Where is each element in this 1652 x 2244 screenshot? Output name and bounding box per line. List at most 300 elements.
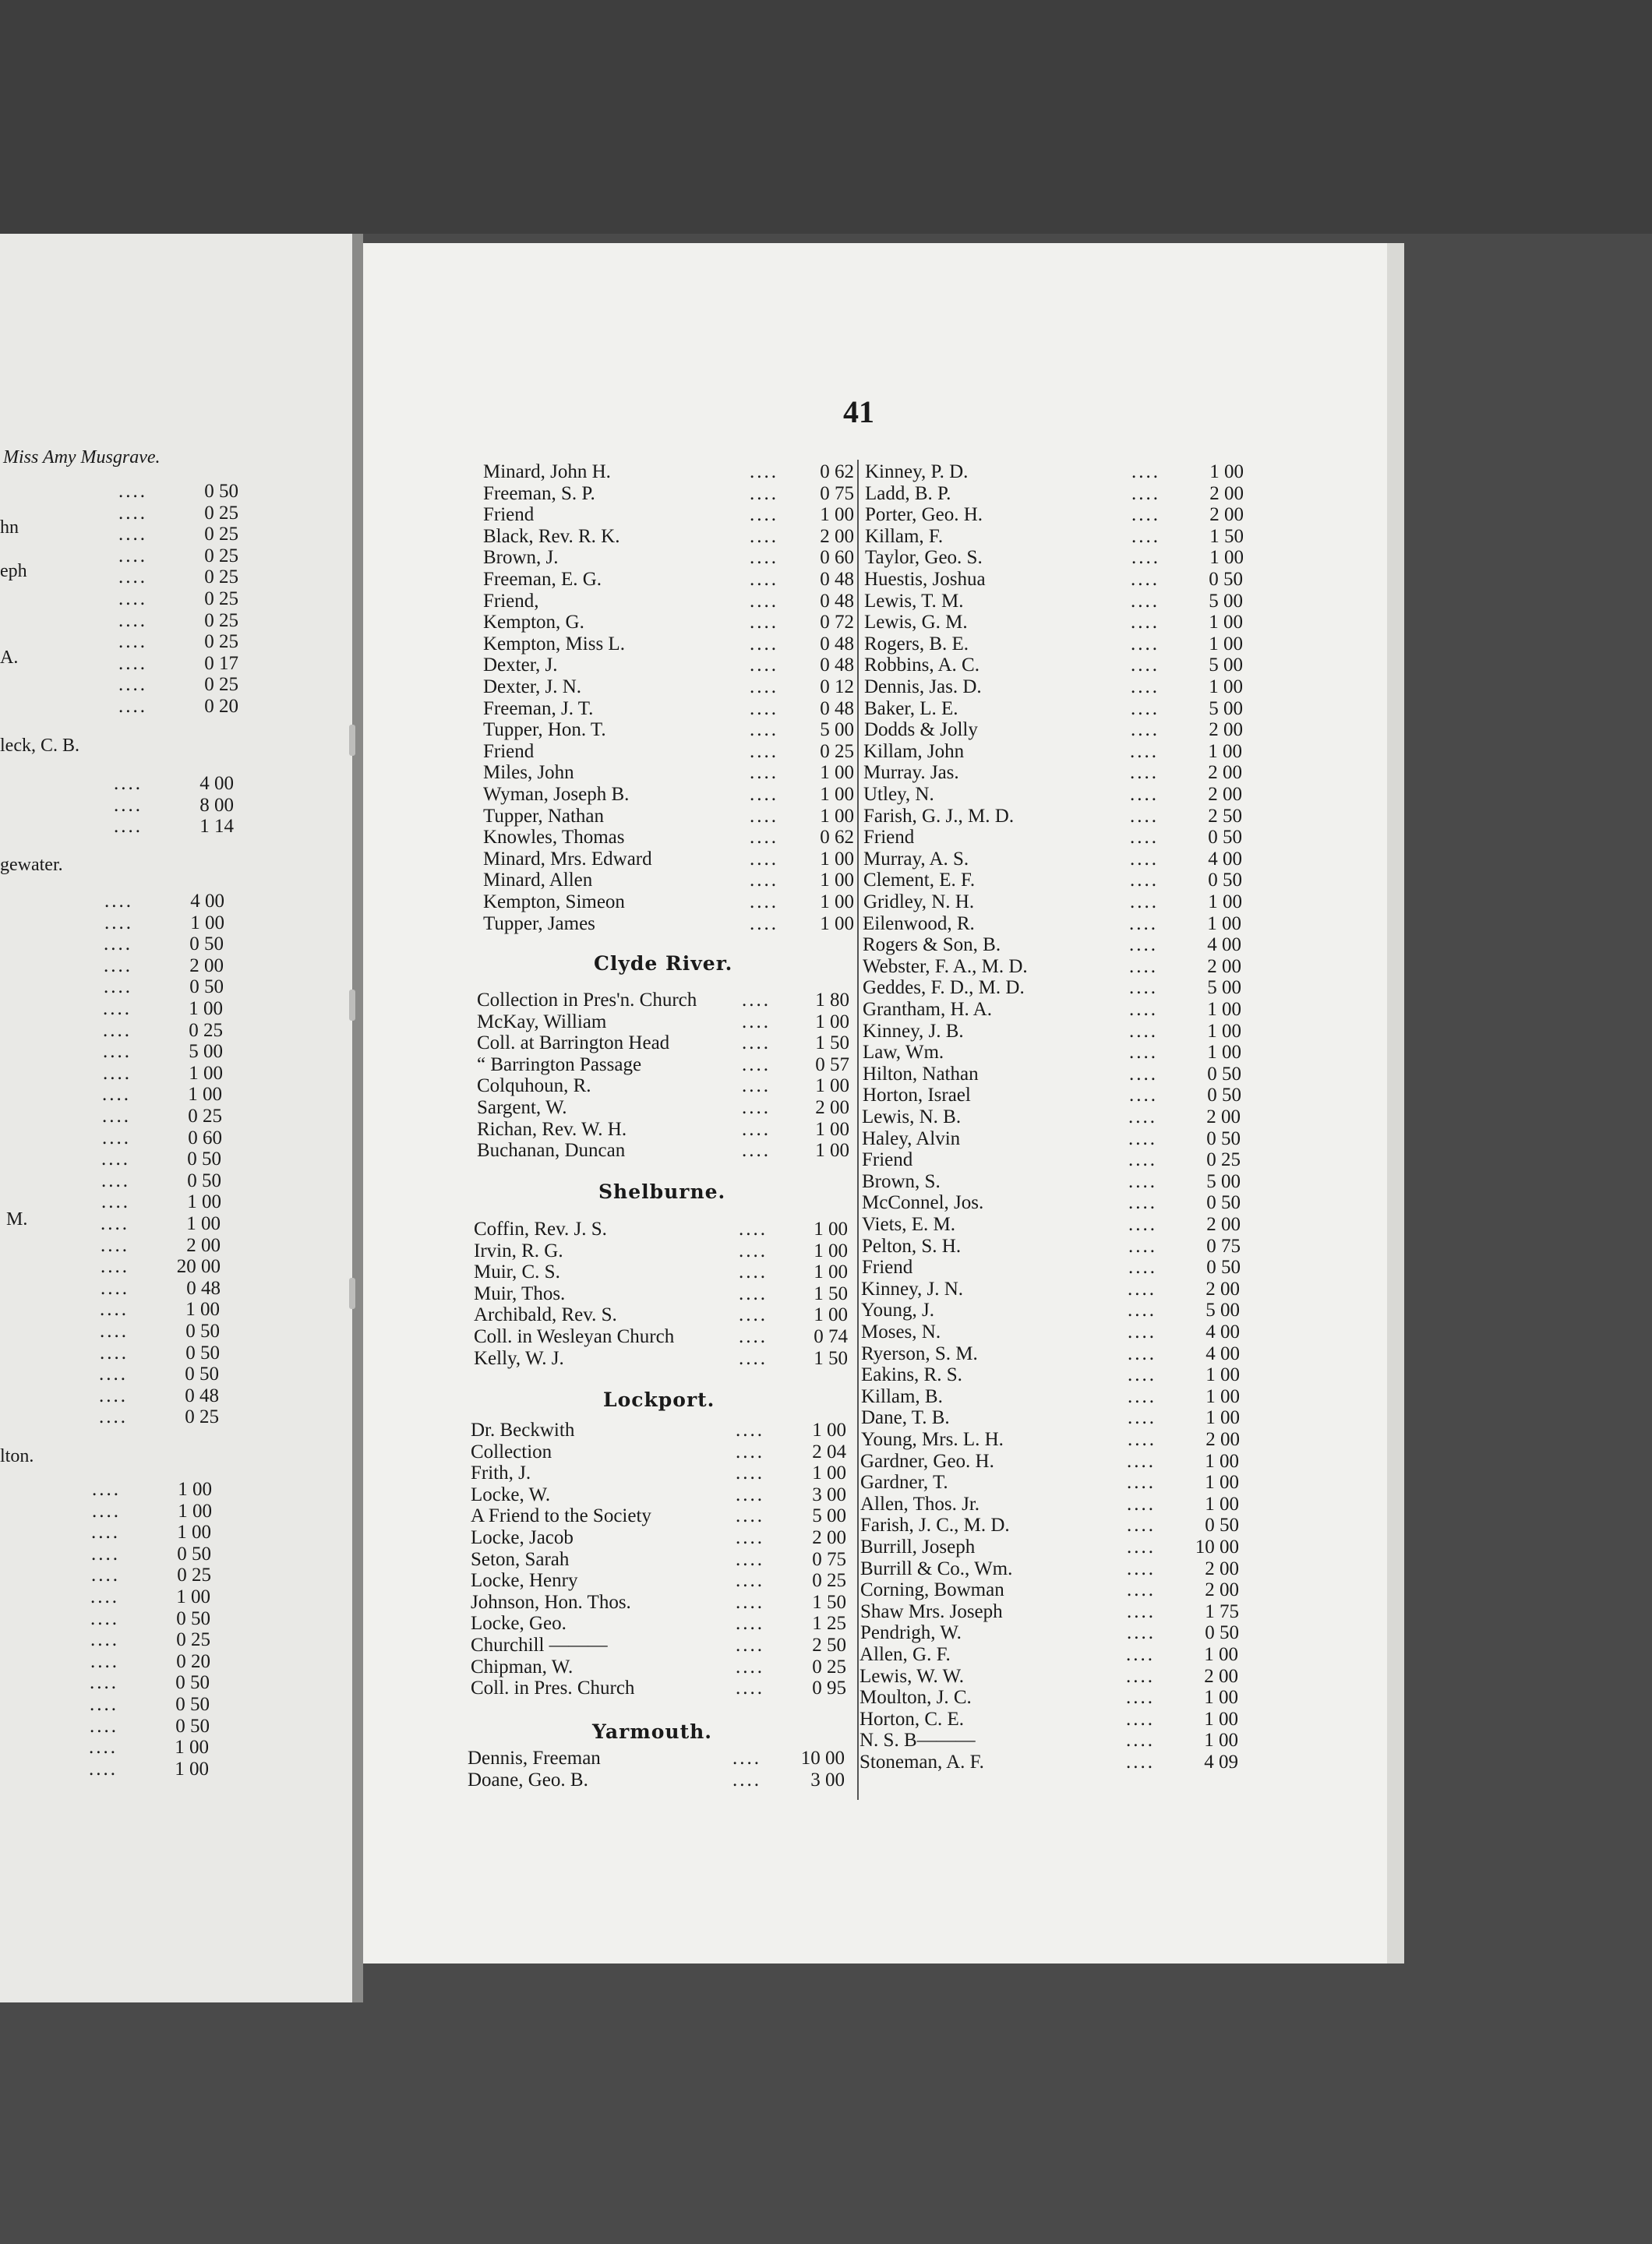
leader-dots: .... bbox=[1131, 654, 1160, 676]
subscriber-name: Lewis, N. B. bbox=[862, 1106, 962, 1127]
amount: 2 00 bbox=[1204, 1665, 1238, 1687]
amount: 2 00 bbox=[1205, 1579, 1239, 1601]
subscription-entry bbox=[483, 569, 859, 591]
amount: 0 75 bbox=[820, 482, 854, 504]
leader-dots: .... bbox=[739, 1283, 768, 1304]
subscription-entry bbox=[483, 913, 859, 935]
amount: 1 00 bbox=[814, 1219, 848, 1240]
leader-dots: .... bbox=[1131, 719, 1160, 741]
subscriber-name: Kempton, G. bbox=[483, 612, 584, 633]
amount: 10 00 bbox=[800, 1748, 845, 1769]
amount: 1 00 bbox=[1204, 1730, 1238, 1752]
leader-dots: .... bbox=[1128, 1278, 1156, 1300]
subscriber-name: Baker, L. E. bbox=[864, 697, 958, 719]
leader-dots: .... bbox=[750, 891, 778, 912]
leader-dots: .... bbox=[101, 1234, 129, 1256]
subscription-entry bbox=[474, 1219, 852, 1240]
subscription-entry bbox=[483, 654, 859, 676]
leader-dots: .... bbox=[736, 1635, 764, 1656]
subscriber-name: Lewis, G. M. bbox=[864, 612, 968, 633]
amount: 1 00 bbox=[1207, 999, 1241, 1020]
amount: 2 00 bbox=[1205, 1429, 1240, 1450]
subscription-entry bbox=[471, 1505, 851, 1527]
subscriber-name: Gridley, N. H. bbox=[863, 891, 975, 912]
leader-dots: .... bbox=[1128, 1257, 1157, 1279]
left-page-entry bbox=[90, 1608, 231, 1630]
subscriber-name: Tupper, Hon. T. bbox=[483, 719, 606, 741]
amount: 1 00 bbox=[820, 784, 854, 805]
subscriber-name: A Friend to the Society bbox=[471, 1505, 651, 1527]
amount: 1 00 bbox=[175, 1737, 209, 1759]
left-page-entry bbox=[91, 1544, 231, 1565]
amount: 2 04 bbox=[812, 1441, 846, 1462]
amount: 5 00 bbox=[1209, 654, 1243, 676]
subscription-entry bbox=[860, 1644, 1243, 1666]
subscriber-name: Utley, N. bbox=[863, 784, 934, 805]
leader-dots: .... bbox=[1128, 1429, 1156, 1450]
amount: 2 00 bbox=[1205, 1558, 1239, 1579]
subscriber-name: Viets, E. M. bbox=[862, 1214, 956, 1235]
subscription-entry bbox=[860, 1472, 1244, 1494]
leader-dots: .... bbox=[1129, 955, 1158, 977]
amount: 0 50 bbox=[177, 1543, 211, 1565]
subscription-entry bbox=[483, 633, 859, 655]
left-page-entry bbox=[101, 1191, 242, 1213]
subscriber-name: Black, Rev. R. K. bbox=[483, 525, 620, 547]
leader-dots: .... bbox=[1128, 1170, 1157, 1192]
subscription-entry bbox=[860, 1515, 1244, 1537]
left-page-entry bbox=[118, 524, 259, 545]
leader-dots: .... bbox=[1130, 870, 1159, 891]
subscription-entry bbox=[863, 741, 1247, 763]
subscriber-name: Freeman, E. G. bbox=[483, 569, 602, 590]
left-page-entry bbox=[118, 631, 259, 653]
left-page-entry bbox=[102, 1106, 242, 1127]
leader-dots: .... bbox=[118, 609, 147, 631]
subscriber-name: Dr. Beckwith bbox=[471, 1420, 575, 1441]
leader-dots: .... bbox=[90, 1694, 118, 1715]
amount: 1 00 bbox=[178, 1479, 212, 1500]
amount: 0 95 bbox=[812, 1678, 846, 1699]
leader-dots: .... bbox=[1129, 999, 1158, 1020]
amount: 1 00 bbox=[1209, 633, 1243, 654]
leader-dots: .... bbox=[90, 1629, 119, 1651]
subscription-entry bbox=[477, 1054, 854, 1076]
subscriber-name: Horton, Israel bbox=[863, 1085, 971, 1106]
leader-dots: .... bbox=[103, 1041, 132, 1063]
subscriber-name: Kempton, Simeon bbox=[483, 891, 625, 912]
left-page-entry bbox=[114, 795, 254, 817]
leader-dots: .... bbox=[732, 1769, 761, 1791]
amount: 2 00 bbox=[1209, 719, 1243, 741]
subscriber-name: Moses, N. bbox=[861, 1321, 941, 1343]
amount: 1 00 bbox=[1209, 612, 1243, 633]
subscriber-name: Frith, J. bbox=[471, 1462, 531, 1484]
amount: 0 25 bbox=[204, 545, 238, 566]
subscriber-name: Rogers, B. E. bbox=[864, 633, 969, 654]
leader-dots: .... bbox=[750, 912, 778, 934]
leader-dots: .... bbox=[1127, 1622, 1156, 1644]
subscription-entry bbox=[471, 1678, 851, 1699]
subscription-entry bbox=[864, 654, 1248, 676]
subscription-entry bbox=[865, 483, 1248, 505]
amount: 1 25 bbox=[812, 1613, 846, 1635]
binding-thread bbox=[349, 990, 355, 1021]
subscriber-name: Doane, Geo. B. bbox=[468, 1769, 588, 1791]
amount: 1 00 bbox=[1205, 1385, 1240, 1407]
amount: 0 25 bbox=[189, 1019, 223, 1041]
subscription-entry bbox=[862, 1106, 1245, 1128]
amount: 5 00 bbox=[189, 1041, 223, 1063]
amount: 1 00 bbox=[1205, 1472, 1239, 1494]
leader-dots: .... bbox=[1131, 482, 1160, 504]
subscriber-name: Horton, C. E. bbox=[860, 1708, 965, 1730]
amount: 1 00 bbox=[820, 504, 854, 526]
left-page-entry bbox=[103, 1041, 243, 1063]
amount: 1 00 bbox=[1207, 912, 1241, 934]
subscription-entry bbox=[474, 1348, 852, 1370]
subscription-entry bbox=[483, 698, 859, 720]
amount: 0 25 bbox=[820, 740, 854, 762]
subscriber-name: Friend bbox=[483, 740, 535, 762]
left-page-entry bbox=[114, 816, 254, 838]
leader-dots: .... bbox=[118, 588, 147, 609]
subscriber-name: Collection bbox=[471, 1441, 552, 1462]
leader-dots: .... bbox=[104, 954, 132, 976]
subscription-entry bbox=[483, 741, 859, 763]
leader-dots: .... bbox=[1126, 1687, 1155, 1709]
leader-dots: .... bbox=[1129, 1085, 1158, 1106]
amount: 0 25 bbox=[204, 609, 238, 631]
subscription-entry bbox=[471, 1657, 851, 1678]
leader-dots: .... bbox=[1128, 1364, 1156, 1386]
subscription-entry bbox=[483, 784, 859, 806]
leader-dots: .... bbox=[1127, 1472, 1156, 1494]
amount: 0 50 bbox=[187, 1148, 221, 1170]
subscription-entry bbox=[483, 547, 859, 569]
leader-dots: .... bbox=[742, 1053, 771, 1075]
amount: 8 00 bbox=[199, 794, 234, 816]
leader-dots: .... bbox=[1130, 891, 1159, 912]
subscriber-name: Kempton, Miss L. bbox=[483, 633, 625, 654]
subscriber-name: “ Barrington Passage bbox=[477, 1053, 642, 1075]
subscriber-name: Sargent, W. bbox=[477, 1097, 567, 1118]
amount: 1 00 bbox=[1209, 461, 1244, 482]
subscriber-name: Churchill ——— bbox=[471, 1635, 608, 1656]
subscription-entry bbox=[863, 891, 1247, 913]
amount: 2 00 bbox=[812, 1527, 846, 1548]
leader-dots: .... bbox=[99, 1385, 128, 1406]
leader-dots: .... bbox=[91, 1565, 120, 1586]
subscription-entry bbox=[863, 849, 1247, 870]
leader-dots: .... bbox=[104, 912, 133, 933]
amount: 2 00 bbox=[1208, 784, 1242, 805]
amount: 0 50 bbox=[176, 1607, 210, 1629]
amount: 0 50 bbox=[185, 1321, 220, 1342]
left-page-entry bbox=[103, 1020, 243, 1042]
amount: 0 62 bbox=[820, 827, 854, 849]
subscriber-name: Friend bbox=[483, 504, 535, 526]
left-page-text: A. bbox=[0, 647, 19, 668]
subscription-entry bbox=[863, 1064, 1246, 1085]
leader-dots: .... bbox=[90, 1650, 119, 1672]
amount: 0 48 bbox=[185, 1385, 219, 1406]
left-page-entry bbox=[118, 610, 259, 632]
leader-dots: .... bbox=[1126, 1665, 1155, 1687]
leader-dots: .... bbox=[1128, 1343, 1156, 1364]
amount: 5 00 bbox=[812, 1505, 846, 1527]
subscription-entry bbox=[860, 1601, 1244, 1623]
amount: 1 00 bbox=[814, 1261, 848, 1283]
amount: 0 50 bbox=[1209, 569, 1243, 590]
left-page-entry bbox=[99, 1406, 239, 1428]
amount: 0 50 bbox=[185, 1364, 219, 1385]
binding-thread bbox=[349, 725, 355, 756]
amount: 1 80 bbox=[815, 990, 849, 1011]
amount: 0 50 bbox=[175, 1715, 210, 1737]
leader-dots: .... bbox=[739, 1347, 768, 1369]
subscription-entry bbox=[861, 1407, 1244, 1429]
subscription-entry bbox=[862, 1214, 1245, 1236]
subscriber-name: Archibald, Rev. S. bbox=[474, 1304, 617, 1326]
subscriber-name: Ladd, B. P. bbox=[865, 482, 951, 504]
subscription-entry bbox=[471, 1592, 851, 1614]
amount: 2 50 bbox=[812, 1635, 846, 1656]
subscription-entry bbox=[471, 1613, 851, 1635]
leader-dots: .... bbox=[750, 482, 778, 504]
amount: 0 20 bbox=[204, 696, 238, 717]
subscription-entry bbox=[483, 870, 859, 891]
leader-dots: .... bbox=[1129, 912, 1158, 934]
subscription-entry bbox=[862, 1236, 1245, 1258]
left-page-entry bbox=[90, 1629, 231, 1651]
amount: 0 25 bbox=[812, 1570, 846, 1592]
left-page-entry bbox=[114, 773, 254, 795]
leader-dots: .... bbox=[118, 696, 147, 717]
subscriber-name: Geddes, F. D., M. D. bbox=[863, 977, 1025, 999]
subscription-entry bbox=[468, 1769, 849, 1791]
leader-dots: .... bbox=[750, 676, 778, 697]
subscriber-name: McKay, William bbox=[477, 1011, 607, 1032]
leader-dots: .... bbox=[100, 1321, 129, 1342]
subscription-entry bbox=[483, 806, 859, 827]
amount: 1 00 bbox=[1208, 740, 1242, 762]
leader-dots: .... bbox=[736, 1420, 764, 1441]
amount: 0 57 bbox=[815, 1053, 849, 1075]
left-page-entry bbox=[99, 1385, 239, 1407]
amount: 2 00 bbox=[815, 1097, 849, 1118]
left-page-entry bbox=[118, 503, 259, 524]
subscriber-name: Muir, C. S. bbox=[474, 1261, 560, 1283]
subscriber-name: Dodds & Jolly bbox=[864, 719, 978, 741]
subscriber-name: Hilton, Nathan bbox=[863, 1063, 979, 1085]
subscriber-name: Murray. Jas. bbox=[863, 762, 959, 784]
subscriber-name: Chipman, W. bbox=[471, 1656, 574, 1678]
subscriber-name: Collection in Pres'n. Church bbox=[477, 990, 697, 1011]
left-page-entry bbox=[101, 1148, 242, 1170]
amount: 1 00 bbox=[1208, 891, 1242, 912]
scan-background bbox=[0, 0, 1652, 234]
page-gutter bbox=[352, 234, 363, 2002]
subscription-entry bbox=[860, 1687, 1243, 1709]
leader-dots: .... bbox=[750, 654, 778, 676]
subscription-entry bbox=[863, 762, 1247, 784]
amount: 4 00 bbox=[199, 773, 234, 794]
leader-dots: .... bbox=[742, 1011, 771, 1032]
leader-dots: .... bbox=[736, 1441, 764, 1462]
amount: 0 50 bbox=[1207, 1063, 1241, 1085]
left-page-entry bbox=[101, 1256, 241, 1278]
leader-dots: .... bbox=[1127, 1450, 1156, 1472]
subscription-entry bbox=[865, 526, 1248, 548]
leader-dots: .... bbox=[1129, 977, 1158, 999]
subscriber-name: Allen, G. F. bbox=[860, 1644, 951, 1665]
amount: 1 50 bbox=[815, 1032, 849, 1054]
amount: 5 00 bbox=[820, 719, 854, 741]
amount: 0 75 bbox=[812, 1548, 846, 1570]
left-page-entry bbox=[92, 1479, 232, 1501]
leader-dots: .... bbox=[100, 1299, 129, 1321]
amount: 0 48 bbox=[820, 697, 854, 719]
subscription-entry bbox=[865, 461, 1248, 483]
subscription-entry bbox=[477, 1119, 854, 1141]
amount: 1 00 bbox=[186, 1213, 221, 1234]
amount: 1 50 bbox=[1209, 525, 1244, 547]
amount: 1 00 bbox=[815, 1011, 849, 1032]
subscriber-name: Pelton, S. H. bbox=[862, 1235, 962, 1257]
subscription-entry bbox=[865, 504, 1248, 526]
left-page-entry bbox=[101, 1278, 241, 1300]
subscriber-name: Young, J. bbox=[861, 1300, 935, 1321]
amount: 1 50 bbox=[814, 1283, 848, 1304]
amount: 1 00 bbox=[814, 1304, 848, 1326]
amount: 0 25 bbox=[176, 1629, 210, 1651]
subscriber-name: Dexter, J. N. bbox=[483, 676, 582, 697]
amount: 0 48 bbox=[186, 1277, 221, 1299]
subscription-entry bbox=[483, 591, 859, 612]
subscriber-name: Tupper, James bbox=[483, 912, 595, 934]
amount: 4 00 bbox=[1207, 934, 1241, 956]
amount: 2 00 bbox=[1208, 762, 1242, 784]
subscription-entry bbox=[483, 612, 859, 633]
amount: 0 48 bbox=[820, 590, 854, 612]
subscription-entry bbox=[863, 784, 1247, 806]
subscriber-name: Dennis, Jas. D. bbox=[864, 676, 982, 697]
leader-dots: .... bbox=[1131, 504, 1160, 526]
subscription-entry bbox=[477, 1140, 854, 1162]
leader-dots: .... bbox=[1130, 827, 1159, 849]
left-page-text: lton. bbox=[0, 1446, 34, 1466]
amount: 1 00 bbox=[1207, 1042, 1241, 1064]
amount: 0 25 bbox=[204, 524, 238, 545]
leader-dots: .... bbox=[114, 773, 143, 794]
left-page-entry bbox=[92, 1501, 232, 1522]
amount: 1 00 bbox=[1205, 1364, 1240, 1386]
leader-dots: .... bbox=[102, 1084, 131, 1106]
left-page-entry bbox=[118, 588, 259, 610]
amount: 0 50 bbox=[1208, 827, 1242, 849]
amount: 0 74 bbox=[814, 1326, 848, 1347]
subscription-entry bbox=[862, 1128, 1245, 1150]
subscription-entry bbox=[477, 990, 854, 1011]
subscriber-name: Tupper, Nathan bbox=[483, 805, 605, 827]
leader-dots: .... bbox=[1131, 461, 1160, 482]
subscription-entry bbox=[471, 1420, 851, 1441]
amount: 0 60 bbox=[188, 1127, 222, 1148]
subscriber-name: Coll. at Barrington Head bbox=[477, 1032, 670, 1054]
leader-dots: .... bbox=[1128, 1214, 1157, 1235]
subscription-entry bbox=[860, 1451, 1244, 1473]
subscriber-name: Rogers & Son, B. bbox=[863, 934, 1001, 956]
subscription-entry bbox=[862, 1192, 1245, 1214]
amount: 4 00 bbox=[1208, 848, 1242, 870]
leader-dots: .... bbox=[104, 976, 132, 998]
leader-dots: .... bbox=[750, 590, 778, 612]
amount: 5 00 bbox=[1207, 977, 1241, 999]
subscription-entry bbox=[862, 1171, 1245, 1193]
subscriber-name: Locke, Geo. bbox=[471, 1613, 567, 1635]
leader-dots: .... bbox=[103, 1019, 132, 1041]
amount: 5 00 bbox=[1209, 590, 1243, 612]
leader-dots: .... bbox=[736, 1484, 764, 1505]
subscriber-name: Locke, Henry bbox=[471, 1570, 578, 1592]
amount: 5 00 bbox=[1209, 697, 1243, 719]
subscription-entry bbox=[483, 719, 859, 741]
subscription-entry bbox=[863, 956, 1246, 978]
amount: 1 75 bbox=[1205, 1600, 1239, 1622]
subscriber-name: Clement, E. F. bbox=[863, 870, 976, 891]
amount: 1 00 bbox=[1205, 1450, 1239, 1472]
amount: 1 00 bbox=[1204, 1687, 1238, 1709]
subscription-entry bbox=[863, 934, 1246, 956]
subscription-entry bbox=[863, 806, 1247, 827]
subscription-entry bbox=[477, 1011, 854, 1033]
leader-dots: .... bbox=[1128, 1300, 1156, 1321]
subscriber-name: Friend bbox=[862, 1149, 913, 1171]
left-page-entry bbox=[100, 1299, 240, 1321]
subscriber-name: Murray, A. S. bbox=[863, 848, 969, 870]
leader-dots: .... bbox=[101, 1170, 130, 1191]
left-page-entry bbox=[104, 933, 244, 955]
leader-dots: .... bbox=[114, 816, 143, 838]
amount: 3 00 bbox=[812, 1484, 846, 1505]
subscriber-name: Richan, Rev. W. H. bbox=[477, 1118, 627, 1140]
subscriber-name: Moulton, J. C. bbox=[860, 1687, 972, 1709]
subscription-entry bbox=[483, 827, 859, 849]
subscription-entry bbox=[471, 1441, 851, 1463]
leader-dots: .... bbox=[750, 612, 778, 633]
subscriber-name: Stoneman, A. F. bbox=[860, 1752, 984, 1773]
subscriber-name: Coffin, Rev. J. S. bbox=[474, 1219, 607, 1240]
subscription-entry bbox=[861, 1364, 1244, 1386]
leader-dots: .... bbox=[102, 1106, 131, 1127]
amount: 2 50 bbox=[1208, 805, 1242, 827]
subscriber-name: Gardner, T. bbox=[860, 1472, 948, 1494]
amount: 1 00 bbox=[812, 1420, 846, 1441]
amount: 1 00 bbox=[177, 1522, 211, 1544]
leader-dots: .... bbox=[750, 525, 778, 547]
leader-dots: .... bbox=[1128, 1385, 1156, 1407]
leader-dots: .... bbox=[90, 1672, 118, 1694]
subscription-entry bbox=[860, 1709, 1243, 1731]
subscriber-name: Coll. in Wesleyan Church bbox=[474, 1326, 675, 1347]
amount: 5 00 bbox=[1205, 1300, 1240, 1321]
leader-dots: .... bbox=[1131, 633, 1160, 654]
leader-dots: .... bbox=[750, 697, 778, 719]
subscriber-name: Locke, W. bbox=[471, 1484, 551, 1505]
subscription-entry bbox=[477, 1032, 854, 1054]
left-page-text: leck, C. B. bbox=[0, 736, 79, 756]
